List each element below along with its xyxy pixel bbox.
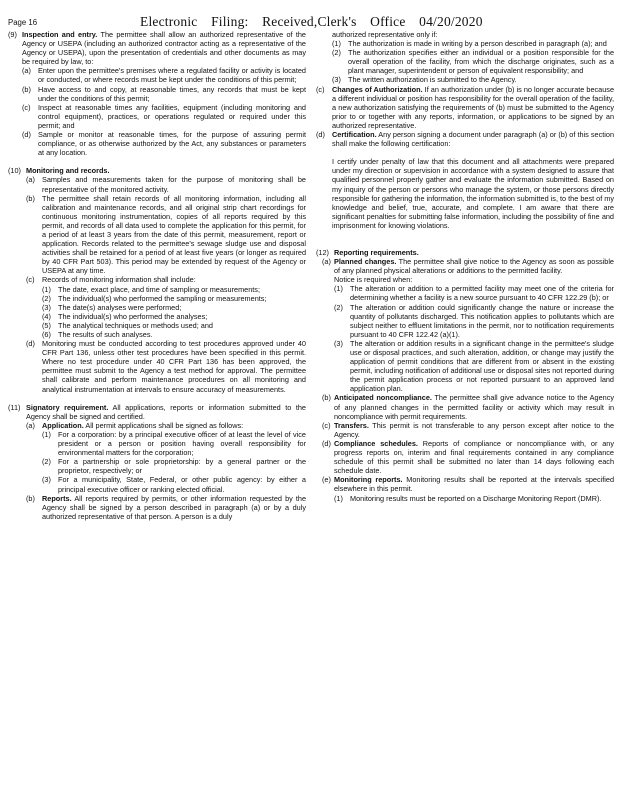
item-9b bbox=[8, 85, 306, 103]
section-number: (10) bbox=[8, 166, 21, 176]
item-number: (a) bbox=[22, 66, 31, 76]
item-10c bbox=[8, 275, 306, 284]
item-number: (c) bbox=[22, 102, 31, 112]
item-9a bbox=[8, 66, 306, 84]
item-11c bbox=[316, 85, 614, 130]
list-item-text: The authorization specifies either an individual or a position responsible for the overall operation of the facility, from which the discharge originates, such as a plant manager, superintendent or person of equivalent responsibility; and bbox=[348, 48, 614, 76]
section-text: All applications, reports or information submitted to the Agency shall be signed and certified. bbox=[26, 402, 306, 421]
list-item bbox=[334, 284, 614, 302]
list-item-text: The alteration or addition results in a significant change in the permittee's sludge use or disposal practices, and such alteration, addition, or change may justify the application of permit conditions that are different from or absent in the existing permit, including notification of additional use or disposal sites not reported during the permit application process or not reported pursuant to an approved land application plan. bbox=[350, 338, 614, 394]
section-12 bbox=[316, 248, 614, 257]
item-11b bbox=[8, 494, 306, 521]
list-item-text: The date, exact place, and time of sampling or measurements; bbox=[58, 284, 260, 294]
item-text: This permit is not transferable to any person except after notice to the Agency. bbox=[334, 420, 614, 439]
stamp-part: 04/20/2020 bbox=[419, 14, 483, 29]
list-item-text: The written authorization is submitted to the Agency. bbox=[348, 75, 517, 85]
list-item-text: The individual(s) who performed the analyses; bbox=[58, 311, 208, 321]
item-number: (c) bbox=[26, 275, 35, 285]
item-text: Reports of compliance or noncompliance with, or any progress reports on, interim and final requirements contained in any compliance schedule of this permit shall be submitted no later than 14 days following each schedule date. bbox=[334, 438, 615, 476]
item-number: (c) bbox=[316, 84, 325, 94]
list-item-number: (1) bbox=[334, 493, 343, 503]
item-12e bbox=[316, 475, 614, 493]
item-number: (b) bbox=[322, 393, 331, 403]
item-number: (e) bbox=[322, 475, 331, 485]
list-item bbox=[42, 312, 306, 321]
item-12d bbox=[316, 439, 614, 475]
certification-statement: I certify under penalty of law that this document and all attachments were prepared under my direction or supervision in accordance with a system designed to assure that qualified personnel properly gather and evaluate the information submitted. Based on my inquiry of the person or persons who manage the system, or those persons directly responsible for gathering the information, the information submitted is, to the best of my knowledge and belief, true, accurate, and complete. I am aware that there are significant penalties for submitting false information, including the possibility of fine and imprisonment for knowing violations. bbox=[332, 157, 614, 230]
section-10 bbox=[8, 166, 306, 175]
list-item-number: (3) bbox=[332, 75, 341, 85]
item-10a bbox=[8, 175, 306, 193]
section-11 bbox=[8, 403, 306, 421]
item-9d bbox=[8, 130, 306, 157]
list-item bbox=[42, 475, 306, 493]
item-text: If an authorization under (b) is no longer accurate because a different individual or position has responsibility for the overall operation of the facility, a new authorization satisfying the requirements of (b) must be submitted to the Agency prior to or together with any reports, information, or applications to be signed by an authorized representative. bbox=[332, 84, 615, 130]
list-item bbox=[332, 75, 614, 84]
section-9 bbox=[8, 30, 306, 66]
list-item-number: (3) bbox=[42, 302, 51, 312]
list-item-text: The date(s) analyses were performed; bbox=[58, 302, 182, 312]
list-item bbox=[42, 321, 306, 330]
item-9c bbox=[8, 103, 306, 130]
page-number: Page 16 bbox=[8, 18, 38, 27]
item-12c bbox=[316, 421, 614, 439]
notice-text: Notice is required when: bbox=[334, 275, 413, 285]
item-number: (b) bbox=[26, 493, 35, 503]
item-text: Sample or monitor at reasonable times, for the purpose of assuring permit compliance, or as otherwise authorized by the Act, any substances or parameters at any location. bbox=[38, 130, 306, 158]
item-10d bbox=[8, 339, 306, 394]
item-text: Any person signing a document under paragraph (a) or (b) of this section shall make the following certification: bbox=[332, 130, 614, 149]
item-12b bbox=[316, 393, 614, 420]
list-item-number: (2) bbox=[42, 293, 51, 303]
list-item bbox=[334, 339, 614, 394]
electronic-filing-stamp bbox=[140, 14, 493, 30]
item-text: The permittee shall give advance notice to the Agency of any planned changes in the permitted facility or activity which may result in noncompliance with permit requirements. bbox=[334, 393, 614, 421]
list-item-text: For a corporation: by a principal executive officer of at least the level of vice president or a person or position having overall responsibility for environmental matters for the corporation; bbox=[58, 429, 306, 458]
list-item-number: (5) bbox=[42, 320, 51, 330]
item-text: Records of monitoring information shall include: bbox=[42, 275, 196, 285]
list-item-text: The alteration or addition to a permitted facility may meet one of the criteria for determining whether a facility is a new source pursuant to 40 CFR 122.29 (b); or bbox=[350, 284, 614, 303]
list-item-number: (1) bbox=[334, 284, 343, 294]
item-heading: Monitoring reports. bbox=[334, 475, 403, 485]
list-item-number: (3) bbox=[334, 338, 343, 348]
item-text: All permit applications shall be signed as follows: bbox=[85, 420, 244, 430]
list-item bbox=[42, 303, 306, 312]
list-item-number: (3) bbox=[42, 475, 51, 485]
list-item bbox=[332, 48, 614, 75]
list-item-number: (1) bbox=[332, 39, 341, 49]
item-number: (a) bbox=[322, 257, 331, 267]
list-item bbox=[42, 294, 306, 303]
item-12a bbox=[316, 257, 614, 275]
item-heading: Compliance schedules. bbox=[334, 438, 418, 448]
item-number: (b) bbox=[22, 84, 31, 94]
signatory-list bbox=[8, 430, 306, 494]
item-heading: Application. bbox=[42, 420, 84, 430]
section-heading: Monitoring and records. bbox=[26, 166, 110, 176]
left-column bbox=[8, 30, 306, 521]
right-column bbox=[316, 30, 614, 503]
stamp-part: Office bbox=[370, 14, 406, 29]
item-text: All reports required by permits, or other information requested by the Agency shall be signed by a person described in paragraph (a) or by a duly authorized representative of that person. A person is a duly bbox=[42, 493, 307, 521]
list-item-text: The individual(s) who performed the sampling or measurements; bbox=[58, 293, 267, 303]
item-number: (d) bbox=[22, 130, 31, 140]
list-item bbox=[42, 430, 306, 457]
list-item bbox=[334, 494, 614, 503]
list-item bbox=[42, 285, 306, 294]
list-item-text: The results of such analyses. bbox=[58, 330, 153, 339]
item-11a bbox=[8, 421, 306, 430]
list-item bbox=[334, 303, 614, 339]
list-item bbox=[332, 39, 614, 48]
item-text: Samples and measurements taken for the purpose of monitoring shall be representative of the monitored activity. bbox=[42, 175, 306, 194]
item-number: (d) bbox=[322, 438, 331, 448]
list-item-text: The analytical techniques or methods used; and bbox=[58, 320, 213, 330]
list-item-number: (2) bbox=[334, 302, 343, 312]
item-text: The permittee shall give notice to the Agency as soon as possible of any planned physical alterations or additions to the permitted facility. bbox=[334, 257, 614, 276]
section-number: (9) bbox=[8, 30, 17, 39]
item-10b bbox=[8, 194, 306, 276]
item-heading: Planned changes. bbox=[334, 257, 397, 267]
list-item-number: (1) bbox=[42, 429, 51, 439]
item-heading: Anticipated noncompliance. bbox=[334, 393, 432, 403]
list-item-text: The authorization is made in writing by a person described in paragraph (a); and bbox=[348, 39, 607, 49]
records-list bbox=[8, 285, 306, 340]
list-item-number: (1) bbox=[42, 284, 51, 294]
item-text: Monitoring results shall be reported at the intervals specified elsewhere in this permit. bbox=[334, 475, 615, 494]
item-text: Monitoring must be conducted according to test procedures approved under 40 CFR Part 136, unless other test procedures have been specified in this permit. Where no test procedure under 40 CFR Part 136 has been approved, the permittee must submit to the Agency a test method for approval. The permittee shall calibrate and perform maintenance procedures on all monitoring and analytical instrumentation at intervals to ensure accuracy of measurements. bbox=[42, 339, 306, 394]
list-item-number: (4) bbox=[42, 311, 51, 321]
item-heading: Transfers. bbox=[334, 420, 369, 430]
authorization-list bbox=[316, 39, 614, 84]
item-text: Inspect at reasonable times any facilities, equipment (including monitoring and control equipment), practices, or operations regulated or required under this permit; and bbox=[38, 102, 306, 130]
item-text: Enter upon the permittee's premises where a regulated facility or activity is located or conducted, or where records must be kept under the conditions of this permit; bbox=[38, 66, 306, 85]
section-heading: Signatory requirement. bbox=[26, 402, 109, 412]
section-number: (12) bbox=[316, 247, 329, 257]
item-number: (c) bbox=[322, 420, 331, 430]
section-heading: Inspection and entry. bbox=[22, 30, 98, 39]
item-text: The permittee shall retain records of all monitoring information, including all calibration and maintenance records, and all original strip chart recordings for continuous monitoring instrumentation, copies of all reports required by this permit, and records of all data used to complete the application for this permit, for a period of at least 3 years from the date of this permit, measurement, report or application. Records related to the permittee's sewage sludge use and disposal activities shall be retained for a period of at least five years (or longer as required by 40 CFR Part 503). This period may be extended by request of the Agency or USEPA at any time. bbox=[42, 193, 306, 276]
list-item-number: (2) bbox=[42, 457, 51, 467]
stamp-part: Electronic bbox=[140, 14, 198, 29]
list-item-text: For a municipality, State, Federal, or other public agency: by either a principal executive officer or ranking elected official. bbox=[58, 475, 306, 494]
item-number: (b) bbox=[26, 193, 35, 203]
section-text: The permittee shall allow an authorized representative of the Agency or USEPA (including an authorized contractor acting as a representative of the Agency or USEPA), upon the presentation of credentials and other documents as may be required by law, to: bbox=[22, 30, 306, 67]
list-item-number: (2) bbox=[332, 48, 341, 58]
item-number: (d) bbox=[26, 339, 35, 349]
notice-list bbox=[316, 284, 614, 393]
list-item bbox=[42, 330, 306, 339]
stamp-part: Received,Clerk's bbox=[262, 14, 357, 29]
item-number: (a) bbox=[26, 420, 35, 430]
item-number: (a) bbox=[26, 175, 35, 185]
item-11d bbox=[316, 130, 614, 148]
item-heading: Reports. bbox=[42, 493, 72, 503]
list-item-text: The alteration or addition could significantly change the nature or increase the quantity of pollutants discharged. This notification applies to pollutants which are subject neither to effluent limitations in the permit, nor to notification requirements pursuant to 40 CFR 122.42 (a)(1). bbox=[350, 302, 614, 339]
stamp-part: Filing: bbox=[211, 14, 249, 29]
list-item-text: Monitoring results must be reported on a Discharge Monitoring Report (DMR). bbox=[350, 493, 602, 503]
item-heading: Changes of Authorization. bbox=[332, 84, 423, 94]
list-item-number: (6) bbox=[42, 330, 51, 339]
item-text: Have access to and copy, at reasonable times, any records that must be kept under the conditions of this permit; bbox=[38, 84, 306, 103]
item-number: (d) bbox=[316, 130, 325, 140]
section-heading: Reporting requirements. bbox=[334, 247, 419, 257]
continued-text: authorized representative only if: bbox=[332, 30, 438, 39]
section-number: (11) bbox=[8, 402, 21, 412]
item-heading: Certification. bbox=[332, 130, 377, 140]
list-item-text: For a partnership or sole proprietorship: by a general partner or the proprietor, respectively; or bbox=[58, 457, 306, 476]
monitoring-list bbox=[316, 494, 614, 503]
list-item bbox=[42, 457, 306, 475]
